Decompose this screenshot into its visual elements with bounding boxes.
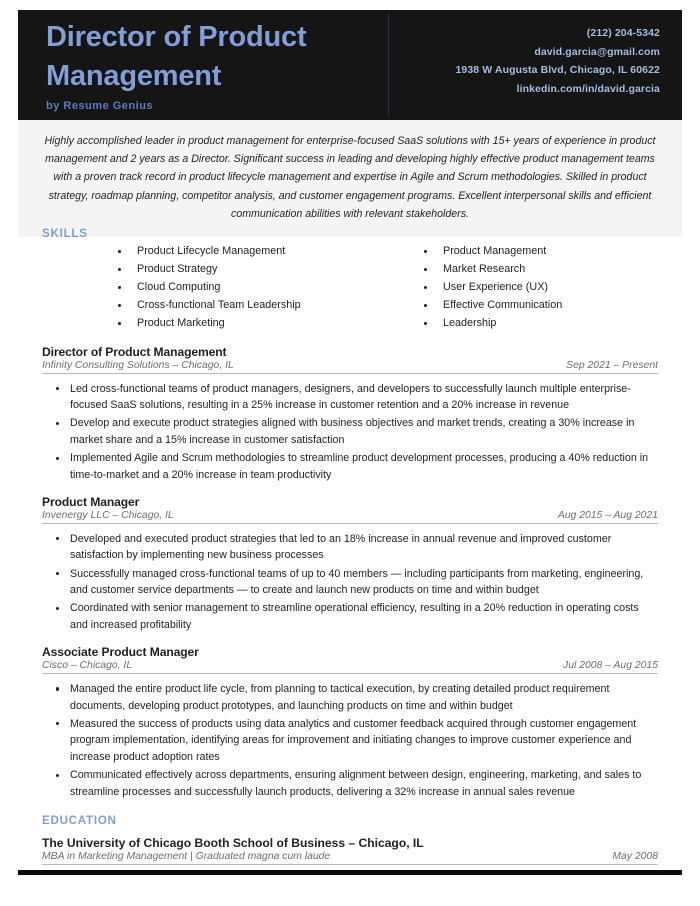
education-entry	[42, 836, 658, 865]
page-title: Director of Product Management	[46, 21, 307, 92]
entry-meta	[42, 660, 658, 674]
experience-entry	[42, 345, 658, 484]
list-item: Product Marketing	[116, 315, 350, 333]
entry-dates: Jul 2008 – Aug 2015	[563, 659, 658, 671]
entry-organization: Cisco – Chicago, IL	[42, 659, 133, 671]
header-vertical-divider	[388, 14, 389, 116]
header-left-column	[18, 10, 388, 120]
resume-body	[42, 228, 658, 865]
skills-column-right	[350, 243, 658, 333]
contact-email[interactable]: david.garcia@gmail.com	[534, 45, 660, 58]
list-item: Effective Communication	[422, 297, 658, 315]
contact-address: 1938 W Augusta Blvd, Chicago, IL 60622	[455, 64, 660, 77]
entry-organization: Invenergy LLC – Chicago, IL	[42, 509, 174, 521]
list-item: Successfully managed cross-functional teams of up to 40 members — including participants from marketing, engineering, and customer service departments — to create and launch new products on time and within budget	[42, 566, 658, 599]
education-date: May 2008	[612, 850, 658, 862]
education-degree: MBA in Marketing Management | Graduated magna cum laude	[42, 850, 331, 862]
entry-bullet-list	[42, 531, 658, 634]
education-section	[42, 815, 658, 865]
education-meta	[42, 851, 658, 865]
list-item: Develop and execute product strategies aligned with business objectives and market trends, creating a 30% increase in market share and a 15% increase in customer satisfaction	[42, 415, 658, 448]
entry-job-title: Associate Product Manager	[42, 644, 199, 659]
education-heading: EDUCATION	[42, 814, 117, 827]
list-item: Communicated effectively across departments, ensuring alignment between design, engineering, marketing, and sales to streamline processes and successfully launch products, delivering a 32% increase in annual sales revenue	[42, 767, 658, 800]
entry-meta	[42, 510, 658, 524]
skills-section	[42, 228, 658, 333]
entry-organization: Infinity Consulting Solutions – Chicago, IL	[42, 359, 234, 371]
list-item: User Experience (UX)	[422, 279, 658, 297]
entry-job-title: Product Manager	[42, 494, 140, 509]
list-item: Cloud Computing	[116, 279, 350, 297]
entry-dates: Sep 2021 – Present	[566, 359, 658, 371]
skills-columns	[42, 243, 658, 333]
contact-info-block	[388, 10, 682, 120]
entry-bullet-list	[42, 381, 658, 484]
list-item: Led cross-functional teams of product managers, designers, and developers to successfully launch multiple enterprise-focused SaaS solutions, resulting in a 25% increase in customer retention and a 20% increase in revenue	[42, 381, 658, 414]
list-item: Product Management	[422, 243, 658, 261]
resume-header	[18, 10, 682, 120]
entry-bullet-list	[42, 681, 658, 801]
experience-entry	[42, 645, 658, 801]
education-school: The University of Chicago Booth School of Business – Chicago, IL	[42, 835, 424, 850]
list-item: Product Lifecycle Management	[116, 243, 350, 261]
footer-rule	[18, 870, 682, 875]
entry-job-title: Director of Product Management	[42, 344, 227, 359]
skills-list-right	[408, 243, 658, 333]
list-item: Market Research	[422, 261, 658, 279]
byline: by Resume Genius	[46, 99, 154, 112]
skills-column-left	[42, 243, 350, 333]
experience-entry	[42, 495, 658, 634]
summary-text: Highly accomplished leader in product management for enterprise-focused SaaS solutions with 15+ years of experience in product management and 2 years as a Director. Significant success in leading and developing highly effective product management teams with a proven track record in product lifecycle management and expertise in Agile and Scrum methodologies. Skilled in product strategy, roadmap planning, competitor analysis, and customer engagement programs. Excellent interpersonal skills and efficient communication abilities with relevant stakeholders.	[44, 135, 656, 220]
professional-summary-block	[18, 120, 682, 237]
list-item: Implemented Agile and Scrum methodologies to streamline product development processes, producing a 40% reduction in time-to-market and a 20% increase in team productivity	[42, 450, 658, 483]
list-item: Developed and executed product strategies that led to an 18% increase in annual revenue and improved customer satisfaction by implementing new business processes	[42, 531, 658, 564]
skills-list-left	[102, 243, 350, 333]
list-item: Measured the success of products using data analytics and customer feedback acquired through customer engagement program implementation, identifying areas for improvement and initiating changes to improve customer experience and increase product adoption rates	[42, 716, 658, 766]
contact-phone[interactable]: (212) 204-5342	[586, 27, 660, 39]
contact-linkedin[interactable]: linkedin.com/in/david.garcia	[516, 83, 660, 96]
experience-section	[42, 345, 658, 801]
list-item: Product Strategy	[116, 261, 350, 279]
list-item: Coordinated with senior management to streamline operational efficiency, resulting in a 20% reduction in operating costs and increased profitability	[42, 600, 658, 633]
entry-dates: Aug 2015 – Aug 2021	[557, 509, 658, 521]
list-item: Cross-functional Team Leadership	[116, 297, 350, 315]
list-item: Managed the entire product life cycle, from planning to tactical execution, by creating detailed product requirement documents, developing product prototypes, and launching products on time and within budget	[42, 681, 658, 714]
entry-meta	[42, 360, 658, 374]
list-item: Leadership	[422, 315, 658, 333]
skills-heading: SKILLS	[42, 228, 88, 240]
